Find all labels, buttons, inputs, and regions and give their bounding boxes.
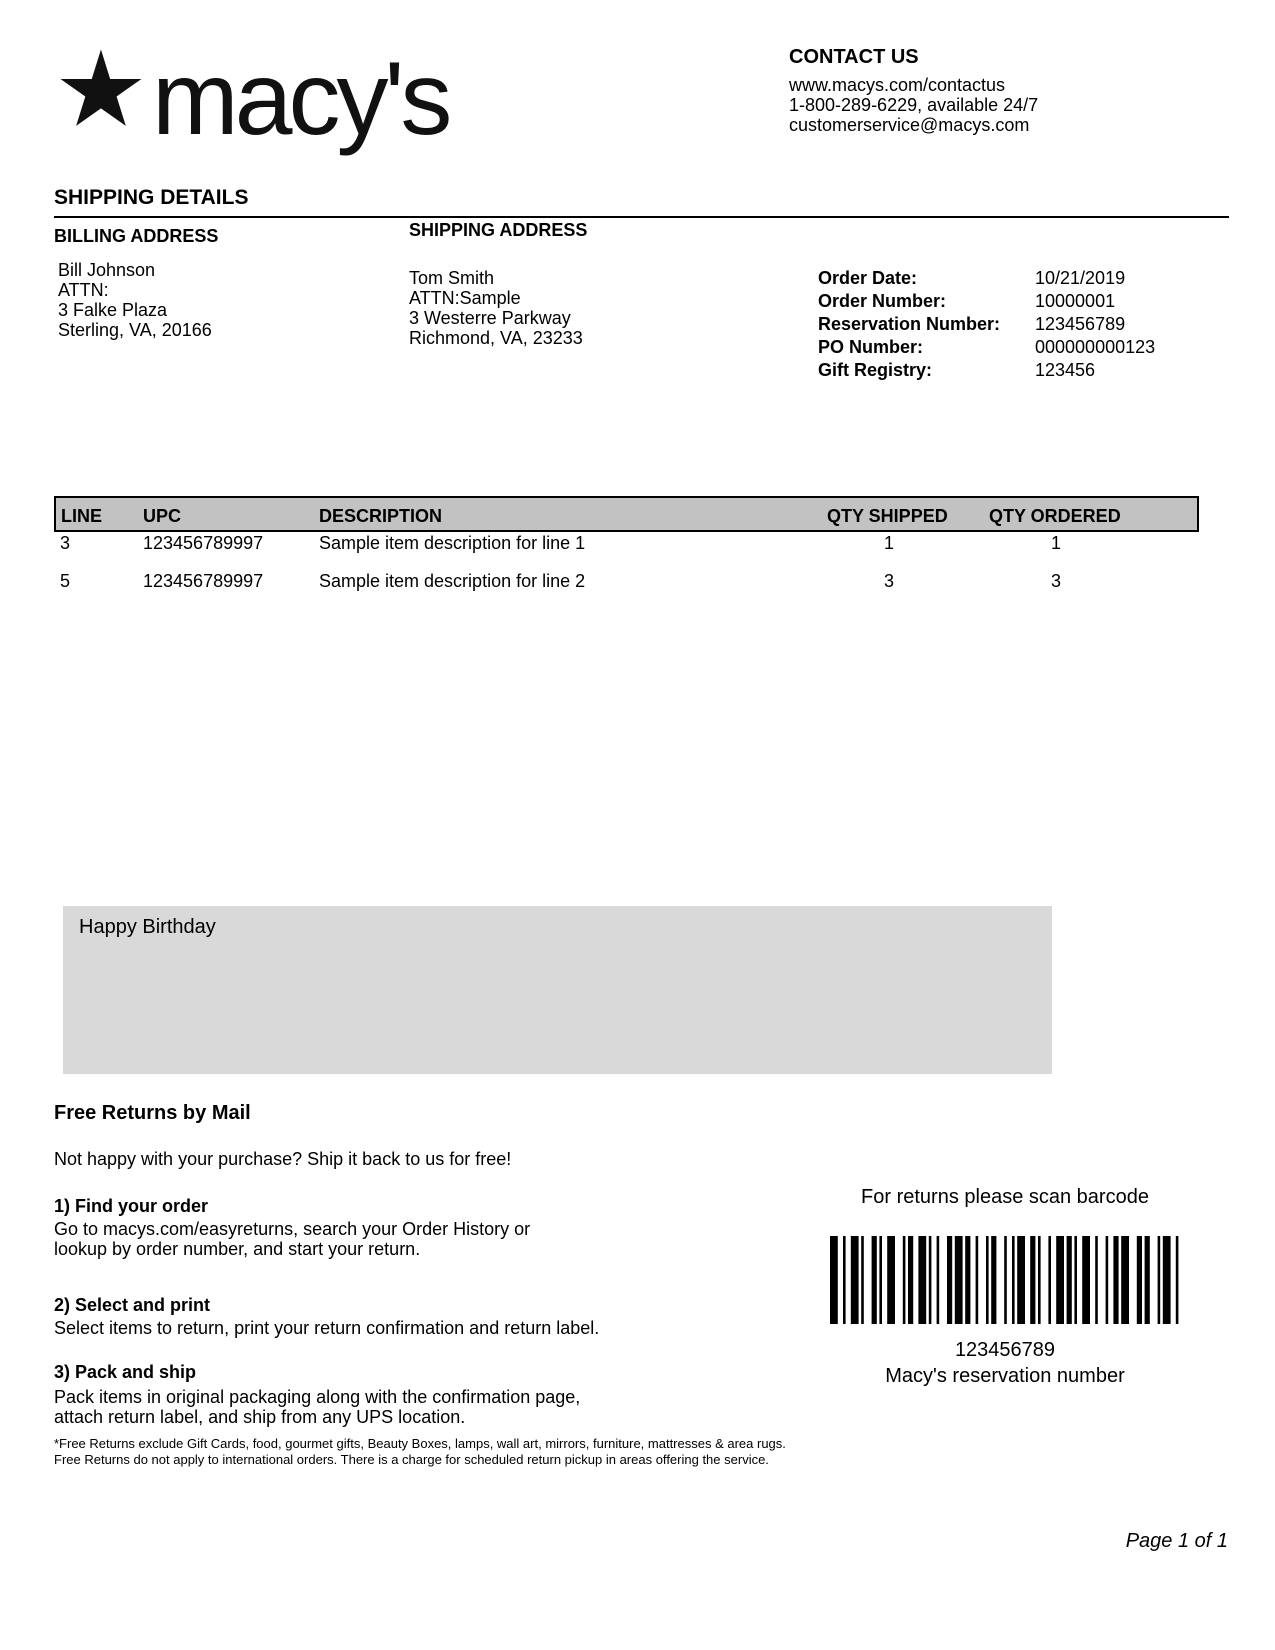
- order-info-value: 123456789: [1035, 314, 1126, 334]
- return-step-heading: 3) Pack and ship: [54, 1362, 197, 1382]
- barcode-bar: [1030, 1236, 1035, 1324]
- billing-line: ATTN:: [58, 280, 109, 300]
- table-row: [54, 571, 1199, 601]
- barcode-bar: [1113, 1236, 1118, 1324]
- barcode-bar: [851, 1236, 859, 1324]
- order-info-label: Gift Registry:: [818, 360, 933, 380]
- barcode-bar: [947, 1236, 952, 1324]
- barcode-bar: [965, 1236, 970, 1324]
- fine-print-line: Free Returns do not apply to international orders. There is a charge for scheduled return pickup in areas offering the service.: [54, 1452, 769, 1467]
- barcode-bar: [887, 1236, 895, 1324]
- billing-line: Sterling, VA, 20166: [58, 320, 212, 340]
- order-info-row: [818, 291, 1155, 314]
- return-step-line: Go to macys.com/easyreturns, search your Order History or: [54, 1219, 531, 1239]
- return-step-line: Select items to return, print your return confirmation and return label.: [54, 1318, 600, 1338]
- barcode-bar: [908, 1236, 913, 1324]
- return-step: [54, 1295, 599, 1338]
- shipping-line: Tom Smith: [409, 268, 495, 288]
- logo-text: macy's: [152, 42, 449, 157]
- barcode-bar: [1145, 1236, 1150, 1324]
- gift-message-text: Happy Birthday: [79, 916, 216, 938]
- shipping-line: 3 Westerre Parkway: [409, 308, 571, 328]
- barcode-bar: [1056, 1236, 1064, 1324]
- barcode-number: 123456789: [954, 1339, 1056, 1361]
- cell-line: 5: [60, 571, 71, 591]
- barcode-bar: [955, 1236, 963, 1324]
- gift-message-box: [63, 906, 1052, 1074]
- cell-qty-shipped: 1: [883, 533, 894, 553]
- cell-line: 3: [60, 533, 71, 553]
- cell-qty-ordered: 1: [1050, 533, 1061, 553]
- barcode-bar: [1082, 1236, 1090, 1324]
- cell-qty-ordered: 3: [1050, 571, 1061, 591]
- billing-line: 3 Falke Plaza: [58, 300, 168, 320]
- barcode-bar: [1067, 1236, 1072, 1324]
- barcode-bar: [1121, 1236, 1129, 1324]
- return-step: [54, 1362, 580, 1427]
- order-info-label: PO Number:: [818, 337, 924, 357]
- col-description-header: DESCRIPTION: [319, 506, 443, 526]
- contact-email-link[interactable]: customerservice@macys.com: [789, 115, 1030, 135]
- return-step-heading: 2) Select and print: [54, 1295, 211, 1315]
- return-step-line: attach return label, and ship from any UPS location.: [54, 1407, 466, 1427]
- barcode-bar: [1012, 1236, 1015, 1324]
- star-icon: [60, 50, 141, 126]
- barcode-bar: [991, 1236, 996, 1324]
- barcode-bar: [1158, 1236, 1161, 1324]
- col-qty-shipped-header: QTY SHIPPED: [827, 506, 948, 526]
- return-step: [54, 1196, 530, 1259]
- barcode-bar: [1137, 1236, 1142, 1324]
- section-divider: [54, 216, 1229, 218]
- table-row: [54, 533, 1199, 563]
- barcode-bar: [937, 1236, 940, 1324]
- barcode-bar: [879, 1236, 882, 1324]
- barcode: [830, 1236, 1180, 1324]
- barcode-bar: [986, 1236, 989, 1324]
- barcode-bar: [830, 1236, 838, 1324]
- order-info-value: 10/21/2019: [1035, 268, 1126, 288]
- barcode-bar: [1176, 1236, 1179, 1324]
- billing-address: [58, 260, 212, 340]
- barcode-bar: [903, 1236, 906, 1324]
- order-info-label: Reservation Number:: [818, 314, 1001, 334]
- order-info-value: 000000000123: [1035, 337, 1156, 357]
- col-qty-ordered-header: QTY ORDERED: [989, 506, 1121, 526]
- order-info-label: Order Number:: [818, 291, 947, 311]
- shipping-line: Richmond, VA, 23233: [409, 328, 583, 348]
- cell-description: Sample item description for line 2: [319, 571, 586, 591]
- items-table-header: [54, 496, 1199, 532]
- shipping-address: [409, 268, 583, 348]
- order-info-label: Order Date:: [818, 268, 918, 288]
- order-info-value: 123456: [1035, 360, 1096, 380]
- barcode-bar: [1048, 1236, 1051, 1324]
- cell-upc: 123456789997: [143, 571, 264, 591]
- barcode-bar: [1074, 1236, 1077, 1324]
- cell-qty-shipped: 3: [883, 571, 894, 591]
- barcode-graphic: [830, 1236, 1180, 1324]
- contact-block: [789, 46, 1209, 135]
- fine-print-line: *Free Returns exclude Gift Cards, food, gourmet gifts, Beauty Boxes, lamps, wall art, mirrors, furniture, mattresses & area rugs.: [54, 1436, 786, 1451]
- shipping-line: ATTN:Sample: [409, 288, 521, 308]
- order-info-row: [818, 314, 1155, 337]
- return-step-line: lookup by order number, and start your return.: [54, 1239, 421, 1259]
- barcode-bar: [1106, 1236, 1109, 1324]
- barcode-bar: [1163, 1236, 1171, 1324]
- order-info-value: 10000001: [1035, 291, 1116, 311]
- col-line-header: LINE: [61, 506, 103, 526]
- col-upc-header: UPC: [143, 506, 182, 526]
- barcode-bar: [1038, 1236, 1041, 1324]
- order-info-row: [818, 268, 1155, 291]
- barcode-bar: [918, 1236, 926, 1324]
- order-info-table: [818, 268, 1155, 383]
- barcode-bar: [861, 1236, 864, 1324]
- billing-address-heading: BILLING ADDRESS: [54, 226, 219, 246]
- barcode-bar: [1095, 1236, 1098, 1324]
- returns-fine-print: [54, 1436, 786, 1468]
- macys-logo: [60, 42, 460, 160]
- returns-title: Free Returns by Mail: [54, 1102, 251, 1124]
- order-info-row: [818, 337, 1155, 360]
- page-number: Page 1 of 1: [1125, 1530, 1228, 1552]
- macys-star-logo: [60, 42, 460, 160]
- barcode-bar: [1004, 1236, 1007, 1324]
- barcode-bar: [872, 1236, 877, 1324]
- cell-upc: 123456789997: [143, 533, 264, 553]
- barcode-bar: [1017, 1236, 1025, 1324]
- contact-website-link[interactable]: www.macys.com/contactus: [789, 75, 1006, 95]
- barcode-bar: [843, 1236, 846, 1324]
- shipping-address-heading: SHIPPING ADDRESS: [409, 220, 588, 240]
- barcode-bar: [976, 1236, 979, 1324]
- shipping-details-title: SHIPPING DETAILS: [54, 186, 249, 209]
- barcode-bar: [929, 1236, 932, 1324]
- returns-intro: Not happy with your purchase? Ship it back to us for free!: [54, 1149, 512, 1169]
- order-info-row: [818, 360, 1155, 383]
- return-step-heading: 1) Find your order: [54, 1196, 209, 1216]
- barcode-caption-bottom: Macy's reservation number: [885, 1365, 1125, 1387]
- contact-heading: CONTACT US: [789, 46, 919, 68]
- billing-line: Bill Johnson: [58, 260, 156, 280]
- contact-phone: 1-800-289-6229, available 24/7: [789, 95, 1039, 115]
- return-step-line: Pack items in original packaging along with the confirmation page,: [54, 1387, 581, 1407]
- barcode-caption-top: For returns please scan barcode: [861, 1186, 1149, 1208]
- cell-description: Sample item description for line 1: [319, 533, 586, 553]
